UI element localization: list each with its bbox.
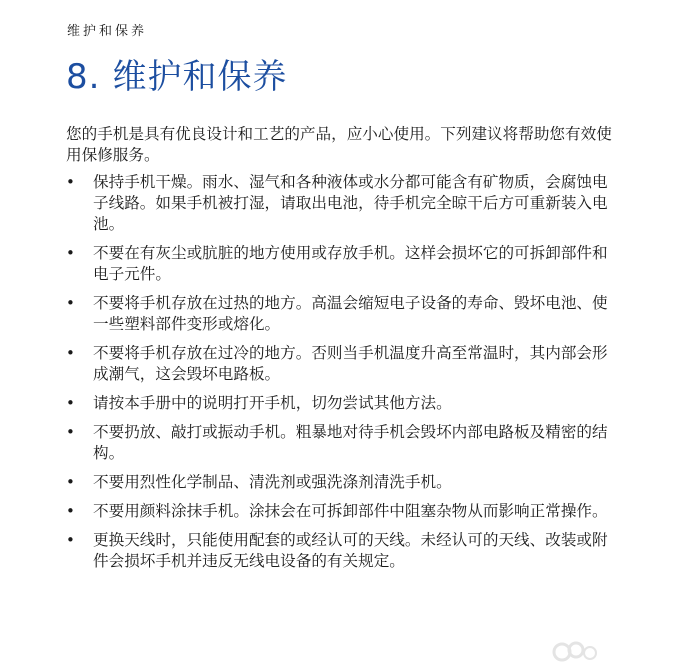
list-item-text: 不要将手机存放在过热的地方。高温会缩短电子设备的寿命、毁坏电池、使一些塑料部件变形或熔化。: [93, 294, 608, 333]
running-header: 维护和保养: [67, 24, 148, 39]
bullet-icon: •: [66, 502, 75, 520]
list-item: [66, 422, 612, 464]
list-item: [66, 501, 612, 522]
list-item: [66, 172, 612, 235]
list-item-text: 不要在有灰尘或肮脏的地方使用或存放手机。这样会损坏它的可拆卸部件和电子元件。: [93, 244, 608, 283]
list-item-text: 不要将手机存放在过冷的地方。否则当手机温度升高至常温时，其内部会形成潮气，这会毁坏电路板。: [93, 344, 608, 383]
list-item-text: 更换天线时，只能使用配套的或经认可的天线。未经认可的天线、改装或附件会损坏手机并违反无线电设备的有关规定。: [93, 531, 608, 570]
intro-paragraph: 您的手机是具有优良设计和工艺的产品，应小心使用。下列建议将帮助您有效使用保修服务。: [66, 125, 612, 164]
list-item-text: 不要扔放、敲打或振动手机。粗暴地对待手机会毁坏内部电路板及精密的结构。: [93, 423, 608, 462]
faint-logo-watermark-icon: [548, 638, 608, 662]
list-item: [66, 343, 612, 385]
bullet-icon: •: [66, 244, 75, 262]
list-item-text: 请按本手册中的说明打开手机，切勿尝试其他方法。: [93, 394, 452, 412]
list-item: [66, 472, 612, 493]
list-item: [66, 393, 612, 414]
bullet-icon: •: [66, 173, 75, 191]
list-item: [66, 243, 612, 285]
bullet-icon: •: [66, 423, 75, 441]
chapter-title: [66, 50, 287, 104]
list-item-text: 不要用烈性化学制品、清洗剂或强洗涤剂清洗手机。: [93, 473, 452, 491]
bullet-icon: •: [66, 394, 75, 412]
bullet-icon: •: [66, 344, 75, 362]
bullet-icon: •: [66, 294, 75, 312]
list-item: [66, 530, 612, 572]
advice-list: [66, 172, 612, 572]
chapter-title-text: 维护和保养: [112, 57, 288, 97]
bullet-icon: •: [66, 473, 75, 491]
list-item: [66, 293, 612, 335]
list-item-text: 不要用颜料涂抹手机。涂抹会在可拆卸部件中阻塞杂物从而影响正常操作。: [93, 502, 608, 520]
chapter-body: [66, 124, 612, 580]
bullet-icon: •: [66, 531, 75, 549]
list-item-text: 保持手机干燥。雨水、湿气和各种液体或水分都可能含有矿物质，会腐蚀电子线路。如果手机被打湿，请取出电池，待手机完全晾干后方可重新装入电池。: [93, 173, 608, 233]
chapter-number: 8.: [66, 57, 101, 97]
